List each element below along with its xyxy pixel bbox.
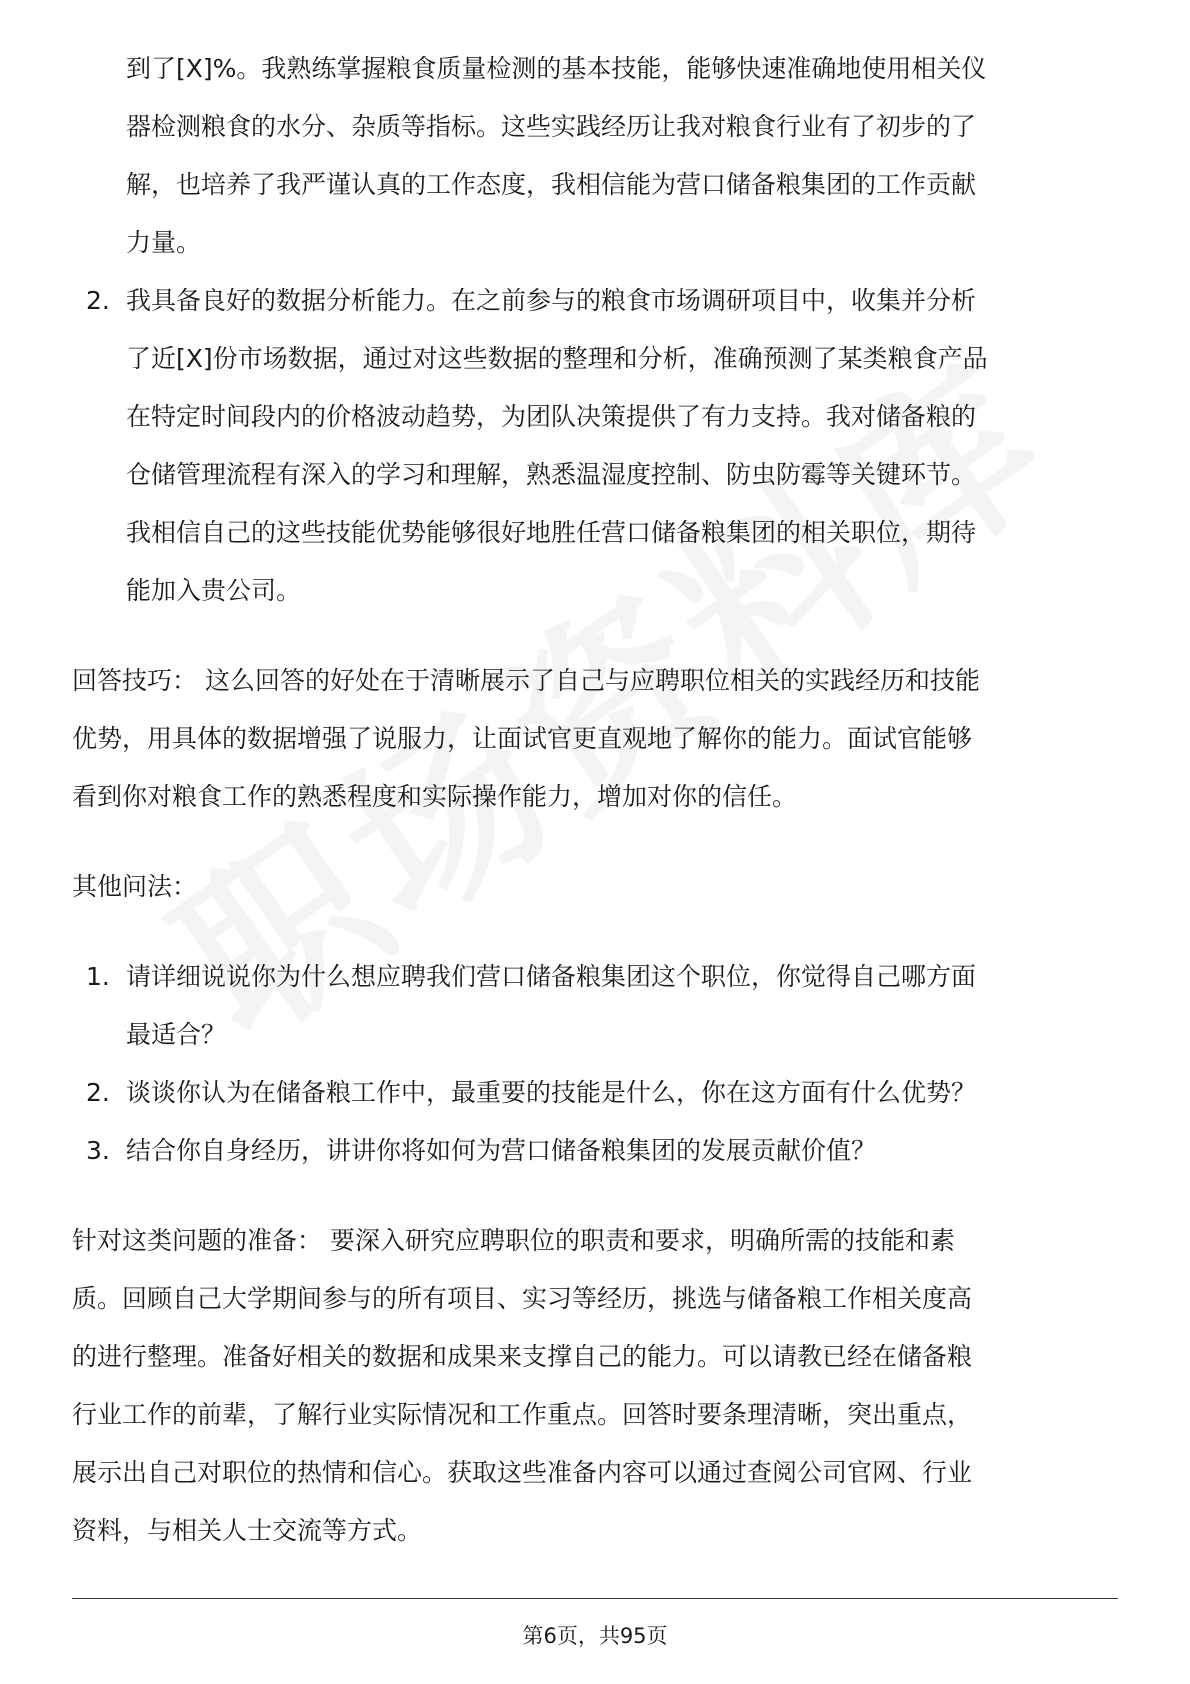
answer-item-1-continuation xyxy=(72,40,1122,272)
text-line: 请详细说说你为什么想应聘我们营口储备粮集团这个职位，你觉得自己哪方面 xyxy=(126,962,977,991)
text-line: 的进行整理。准备好相关的数据和成果来支撑自己的能力。可以请教已经在储备粮 xyxy=(72,1342,973,1371)
list-number: 2. xyxy=(86,1078,110,1107)
text-line: 回答技巧： 这么回答的好处在于清晰展示了自己与应聘职位相关的实践经历和技能 xyxy=(72,666,980,695)
text-line: 展示出自己对职位的热情和信心。获取这些准备内容可以通过查阅公司官网、行业 xyxy=(72,1458,973,1487)
answer-tips-paragraph xyxy=(72,652,1122,826)
text-line: 资料，与相关人士交流等方式。 xyxy=(72,1516,423,1545)
list-item xyxy=(72,1064,1122,1122)
other-questions-heading: 其他问法： xyxy=(72,872,198,901)
list-item xyxy=(72,948,1122,1064)
list-number: 2. xyxy=(86,286,110,315)
text-line: 优势，用具体的数据增强了说服力，让面试官更直观地了解你的能力。面试官能够 xyxy=(72,724,973,753)
text-line: 解，也培养了我严谨认真的工作态度，我相信能为营口储备粮集团的工作贡献 xyxy=(126,170,977,199)
text-line: 最适合？ xyxy=(126,1020,227,1049)
list-number: 3. xyxy=(86,1136,110,1165)
answer-item-2 xyxy=(72,272,1122,620)
text-line: 能加入贵公司。 xyxy=(126,576,302,605)
text-line: 我相信自己的这些技能优势能够很好地胜任营口储备粮集团的相关职位，期待 xyxy=(126,518,977,547)
page-content xyxy=(72,40,1122,1560)
footer-divider xyxy=(72,1598,1118,1599)
text-line: 仓储管理流程有深入的学习和理解，熟悉温湿度控制、防虫防霉等关键环节。 xyxy=(126,460,977,489)
text-line: 针对这类问题的准备： 要深入研究应聘职位的职责和要求，明确所需的技能和素 xyxy=(72,1226,955,1255)
text-line: 谈谈你认为在储备粮工作中，最重要的技能是什么，你在这方面有什么优势？ xyxy=(126,1078,977,1107)
text-line: 行业工作的前辈，了解行业实际情况和工作重点。回答时要条理清晰，突出重点， xyxy=(72,1400,973,1429)
text-line: 看到你对粮食工作的熟悉程度和实际操作能力，增加对你的信任。 xyxy=(72,782,798,811)
page-number: 第6页，共95页 xyxy=(522,1624,668,1648)
text-line: 了近[X]份市场数据，通过对这些数据的整理和分析，准确预测了某类粮食产品 xyxy=(126,344,988,373)
list-number: 1. xyxy=(86,962,110,991)
text-line: 质。回顾自己大学期间参与的所有项目、实习等经历，挑选与储备粮工作相关度高 xyxy=(72,1284,973,1313)
text-line: 在特定时间段内的价格波动趋势，为团队决策提供了有力支持。我对储备粮的 xyxy=(126,402,977,431)
text-line: 器检测粮食的水分、杂质等指标。这些实践经历让我对粮食行业有了初步的了 xyxy=(126,112,977,141)
text-line: 力量。 xyxy=(126,228,202,257)
other-questions-list xyxy=(72,948,1122,1180)
text-line: 我具备良好的数据分析能力。在之前参与的粮食市场调研项目中，收集并分析 xyxy=(126,286,977,315)
text-line: 结合你自身经历，讲讲你将如何为营口储备粮集团的发展贡献价值？ xyxy=(126,1136,877,1165)
text-line: 到了[X]%。我熟练掌握粮食质量检测的基本技能，能够快速准确地使用相关仪 xyxy=(126,54,987,83)
preparation-paragraph xyxy=(72,1212,1122,1560)
list-item xyxy=(72,1122,1122,1180)
